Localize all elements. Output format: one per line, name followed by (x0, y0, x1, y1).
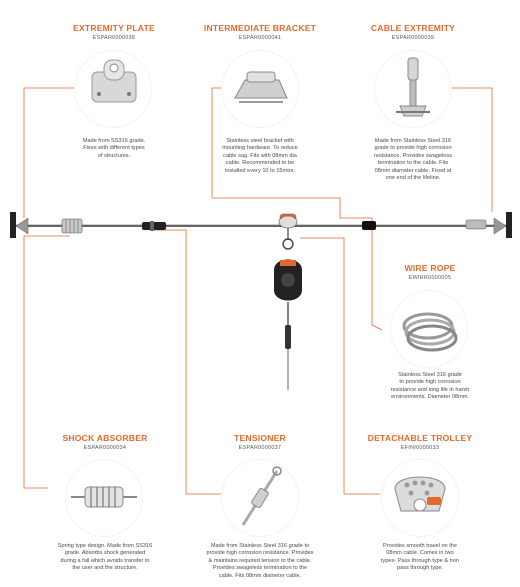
intermediate-bracket-image (221, 50, 299, 128)
cable-extremity-icon (374, 50, 452, 128)
intermediate-bracket-title: INTERMEDIATE BRACKET (203, 23, 317, 33)
intermediate-bracket-header (190, 23, 330, 41)
wire-rope-icon (390, 290, 468, 368)
cable-extremity-title: CABLE EXTREMITY (370, 23, 456, 33)
wire-rope-title: WIRE ROPE (404, 263, 456, 273)
shock-absorber-image (65, 459, 143, 537)
tensioner-icon (221, 459, 299, 537)
intermediate-bracket-part (466, 220, 486, 229)
shock-absorber-part (62, 219, 82, 233)
trolley-body (279, 216, 297, 228)
connector-tensioner (151, 230, 225, 494)
detachable-trolley-header (350, 433, 490, 451)
wire-rope-header (360, 263, 500, 281)
detachable-trolley-code: EFINI0000033 (400, 445, 440, 451)
shock-absorber-header (35, 433, 175, 451)
tensioner-description: Made from Stainless Steel 316 grade to provide high corrosion resistance. Provides & maintains required tension to the cable. Provides swageless termination to the cable. Fits 08mm diameter cable. (206, 543, 314, 579)
cable-extremity-image (374, 50, 452, 128)
left-extremity (16, 218, 28, 234)
cable-extremity-code: ESPAR0000039 (391, 35, 435, 41)
cable-extremity-description: Made from Stainless Steel 316 grade to provide high corrosion resistance. Provides swageless termination to the cable. Fits 08mm diameter cable. Fixed at one end of the lifeline. (373, 138, 453, 182)
intermediate-bracket-description: Stainless steel bracket with mounting hardware. To reduce cable sag. Fits with 08mm dia cable. Recommended to be installed every 10 to 15mtrs. (222, 138, 298, 174)
extremity-plate-title: EXTREMITY PLATE (73, 23, 155, 33)
detachable-trolley-description: Provides smooth travel on the 08mm cable. Comes in two types- Pass through type & non pass through type. (380, 543, 460, 572)
detachable-trolley-title: DETACHABLE TROLLEY (367, 433, 473, 443)
wire-rope-description: Stainless Steel 316 grade to provide high corrosion resistance and long life in harsh environments. Diameter 08mm. (390, 372, 470, 401)
shock-absorber-description: Spring type design. Made from SS316 grade. Absorbs shock generated during a fall which avoids transfer to the user and the structure. (57, 543, 153, 572)
detachable-trolley-icon (381, 459, 459, 537)
right-extremity (494, 218, 506, 234)
tensioner-image (221, 459, 299, 537)
right-post (506, 212, 512, 238)
extremity-plate-description: Made from SS316 grade. Fixes with different types of structures. (82, 138, 146, 159)
shock-absorber-title: SHOCK ABSORBER (62, 433, 148, 443)
intermediate-bracket-code: ESPAR0000041 (238, 35, 282, 41)
detachable-trolley-image (381, 459, 459, 537)
shock-absorber-icon (65, 459, 143, 537)
tensioner-header (190, 433, 330, 451)
wire-rope-code: EWIRR0000005 (408, 275, 452, 281)
tensioner-code: ESPAR0000037 (238, 445, 282, 451)
wire-rope-image (390, 290, 468, 368)
cable-extremity-header (343, 23, 483, 41)
tensioner-title: TENSIONER (234, 433, 286, 443)
extremity-plate-icon (74, 50, 152, 128)
left-post (10, 212, 16, 238)
extremity-plate-code: ESPAR0000038 (92, 35, 136, 41)
extremity-plate-image (74, 50, 152, 128)
extremity-plate-header (44, 23, 184, 41)
shock-absorber-code: ESPAR0000034 (83, 445, 127, 451)
cable-extremity-part (362, 221, 376, 230)
intermediate-bracket-icon (221, 50, 299, 128)
